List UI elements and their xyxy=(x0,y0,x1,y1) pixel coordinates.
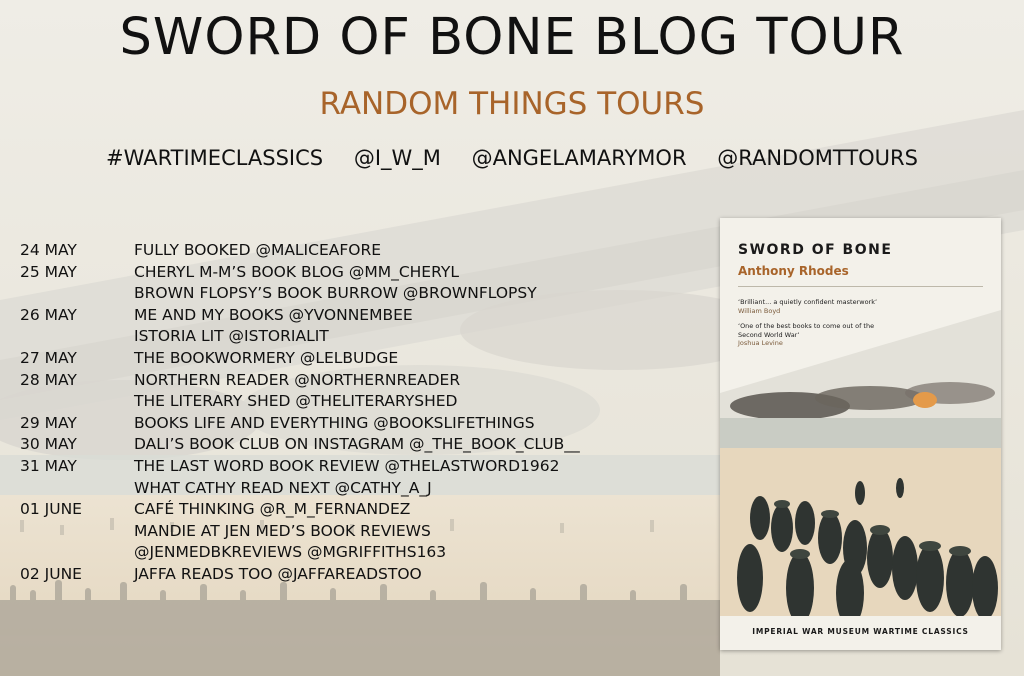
book-author: Anthony Rhodes xyxy=(738,264,849,278)
schedule-date: 26 MAY xyxy=(20,305,77,324)
poster-subtitle: RANDOM THINGS TOURS xyxy=(319,86,705,122)
schedule-row xyxy=(20,457,710,479)
cover-illustration xyxy=(720,218,1001,650)
book-cover xyxy=(720,218,1001,650)
schedule-row xyxy=(20,349,710,371)
cover-quote xyxy=(738,298,888,315)
schedule-stop: BROWN FLOPSY’S BOOK BURROW @BROWNFLOPSY xyxy=(134,284,537,303)
schedule-date: 27 MAY xyxy=(20,348,77,367)
schedule-row xyxy=(20,241,710,263)
book-series: IMPERIAL WAR MUSEUM WARTIME CLASSICS xyxy=(752,627,969,636)
quote-source: Joshua Levine xyxy=(738,339,783,347)
schedule-stop: ME AND MY BOOKS @YVONNEMBEE xyxy=(134,305,413,324)
schedule-date: 02 JUNE xyxy=(20,564,82,583)
cover-quote xyxy=(738,322,888,348)
schedule-row xyxy=(20,543,710,565)
schedule-stop: NORTHERN READER @NORTHERNREADER xyxy=(134,370,461,389)
schedule-stop: FULLY BOOKED @MALICEAFORE xyxy=(134,241,382,259)
schedule-date: 25 MAY xyxy=(20,262,77,281)
schedule-stop: THE LAST WORD BOOK REVIEW @THELASTWORD1962 xyxy=(134,456,560,475)
schedule-row xyxy=(20,500,710,522)
schedule-stop: ISTORIA LIT @ISTORIALIT xyxy=(134,327,329,346)
schedule-row xyxy=(20,263,710,285)
schedule-row xyxy=(20,284,710,306)
schedule-stop: MANDIE AT JEN MED’S BOOK REVIEWS xyxy=(134,521,431,540)
schedule-row xyxy=(20,392,710,414)
tour-schedule xyxy=(20,241,710,587)
cover-divider xyxy=(738,286,983,287)
schedule-date: 01 JUNE xyxy=(20,500,82,519)
poster-title: SWORD OF BONE BLOG TOUR xyxy=(119,8,905,67)
twitter-handle: @RANDOMTTOURS xyxy=(717,146,918,170)
hashtag: #WARTIMECLASSICS xyxy=(106,146,324,170)
schedule-row xyxy=(20,565,710,587)
quote-source: William Boyd xyxy=(738,306,781,315)
schedule-row xyxy=(20,522,710,544)
book-title: SWORD OF BONE xyxy=(738,242,893,258)
quote-text: ‘One of the best books to come out of the Second World War’ xyxy=(738,322,875,339)
twitter-handle: @I_W_M xyxy=(353,146,441,170)
twitter-handle: @ANGELAMARYMOR xyxy=(471,146,687,170)
schedule-stop: THE BOOKWORMERY @LELBUDGE xyxy=(134,348,399,367)
schedule-row xyxy=(20,306,710,328)
schedule-row xyxy=(20,327,710,349)
schedule-stop: WHAT CATHY READ NEXT @CATHY_A_J xyxy=(134,478,432,497)
schedule-stop: CHERYL M-M’S BOOK BLOG @MM_CHERYL xyxy=(134,262,459,281)
schedule-date: 28 MAY xyxy=(20,370,77,389)
schedule-row xyxy=(20,435,710,457)
schedule-stop: DALI’S BOOK CLUB ON INSTAGRAM @_THE_BOOK_CLUB__ xyxy=(134,435,580,454)
schedule-row xyxy=(20,371,710,393)
schedule-stop: @JENMEDBKREVIEWS @MGRIFFITHS163 xyxy=(134,543,447,562)
schedule-date: 30 MAY xyxy=(20,435,77,454)
schedule-date: 31 MAY xyxy=(20,456,77,475)
schedule-stop: BOOKS LIFE AND EVERYTHING @BOOKSLIFETHINGS xyxy=(134,413,535,432)
schedule-date: 29 MAY xyxy=(20,413,77,432)
schedule-stop: CAFÉ THINKING @R_M_FERNANDEZ xyxy=(134,500,411,519)
schedule-row xyxy=(20,414,710,436)
quote-text: ‘Brilliant... a quietly confident masterwork’ xyxy=(738,298,878,306)
hashtag-line xyxy=(0,146,1024,170)
schedule-date: 24 MAY xyxy=(20,241,77,259)
schedule-stop: JAFFA READS TOO @JAFFAREADSTOO xyxy=(134,564,422,583)
schedule-stop: THE LITERARY SHED @THELITERARYSHED xyxy=(134,392,458,411)
schedule-row xyxy=(20,479,710,501)
